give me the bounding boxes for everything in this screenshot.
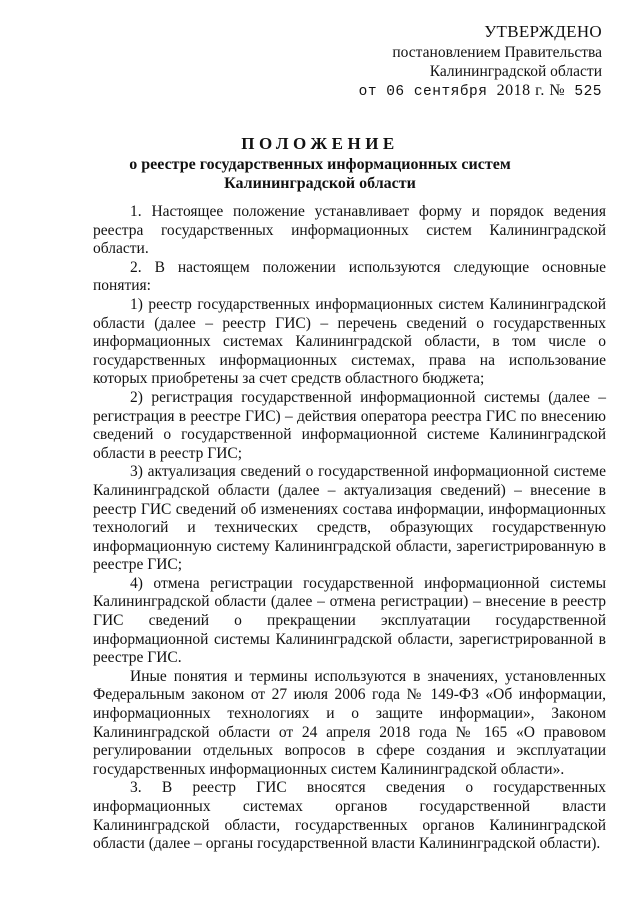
approval-date-line bbox=[342, 81, 602, 102]
approved-label: УТВЕРЖДЕНО bbox=[484, 22, 602, 41]
approval-line-1: постановлением Правительства bbox=[392, 44, 602, 61]
paragraph: 1. Настоящее положение устанавливает форму и порядок ведения реестра государственных информационных систем Калининградской области. bbox=[93, 203, 606, 258]
approval-number: 525 bbox=[574, 84, 602, 100]
paragraph: 4) отмена регистрации государственной информационной системы Калининградской области (далее – отмена регистрации) – внесение в реестр ГИС сведений о прекращении эксплуатации государственной информационной системы Калининградской области, зарегистрированной в реестре ГИС. bbox=[93, 574, 606, 667]
approval-stamp bbox=[342, 22, 602, 102]
approval-line-2: Калининградской области bbox=[429, 63, 602, 80]
title-main: ПОЛОЖЕНИЕ bbox=[241, 134, 399, 153]
approval-date: от 06 сентября bbox=[358, 84, 488, 100]
document-title bbox=[0, 133, 640, 193]
paragraph: Иные понятия и термины используются в значениях, установленных Федеральным законом от 27 июля 2006 года № 149-ФЗ «Об информации, информационных технологиях и о защите информации», Законом Калининградской области от 24 апреля 2018 года № 165 «О правовом регулировании отдельных вопросов в сфере создания и эксплуатации государственных информационных систем Калининградской области». bbox=[93, 667, 606, 778]
paragraph: 3. В реестр ГИС вносятся сведения о государственных информационных системах органов государственной власти Калининградской области, государственных органов Калининградской области (далее – органы государственной власти Калининградской области). bbox=[93, 779, 606, 853]
title-line-2: Калининградской области bbox=[224, 175, 416, 192]
paragraph: 2. В настоящем положении используются следующие основные понятия: bbox=[93, 258, 606, 295]
paragraph: 2) регистрация государственной информационной системы (далее – регистрация в реестре ГИС) – действия оператора реестра ГИС по внесению сведений о государственной информационной системе Калининградской области в реестр ГИС; bbox=[93, 388, 606, 462]
approval-year: 2018 г. № bbox=[496, 82, 566, 99]
paragraph: 1) реестр государственных информационных систем Калининградской области (далее – реестр ГИС) – перечень сведений о государственных информационных системах Калининградской области, в том числе о государственных информационных системах, права на использование которых приобретены за счет средств областного бюджета; bbox=[93, 295, 606, 388]
paragraph: 3) актуализация сведений о государственной информационной системе Калининградской области (далее – актуализация сведений) – внесение в реестр ГИС сведений об изменениях состава информации, информационных технологий и технических средств, образующих государственную информационную систему Калининградской области, зарегистрированную в реестре ГИС; bbox=[93, 463, 606, 574]
document-body bbox=[93, 203, 606, 854]
title-line-1: о реестре государственных информационных систем bbox=[129, 156, 511, 173]
